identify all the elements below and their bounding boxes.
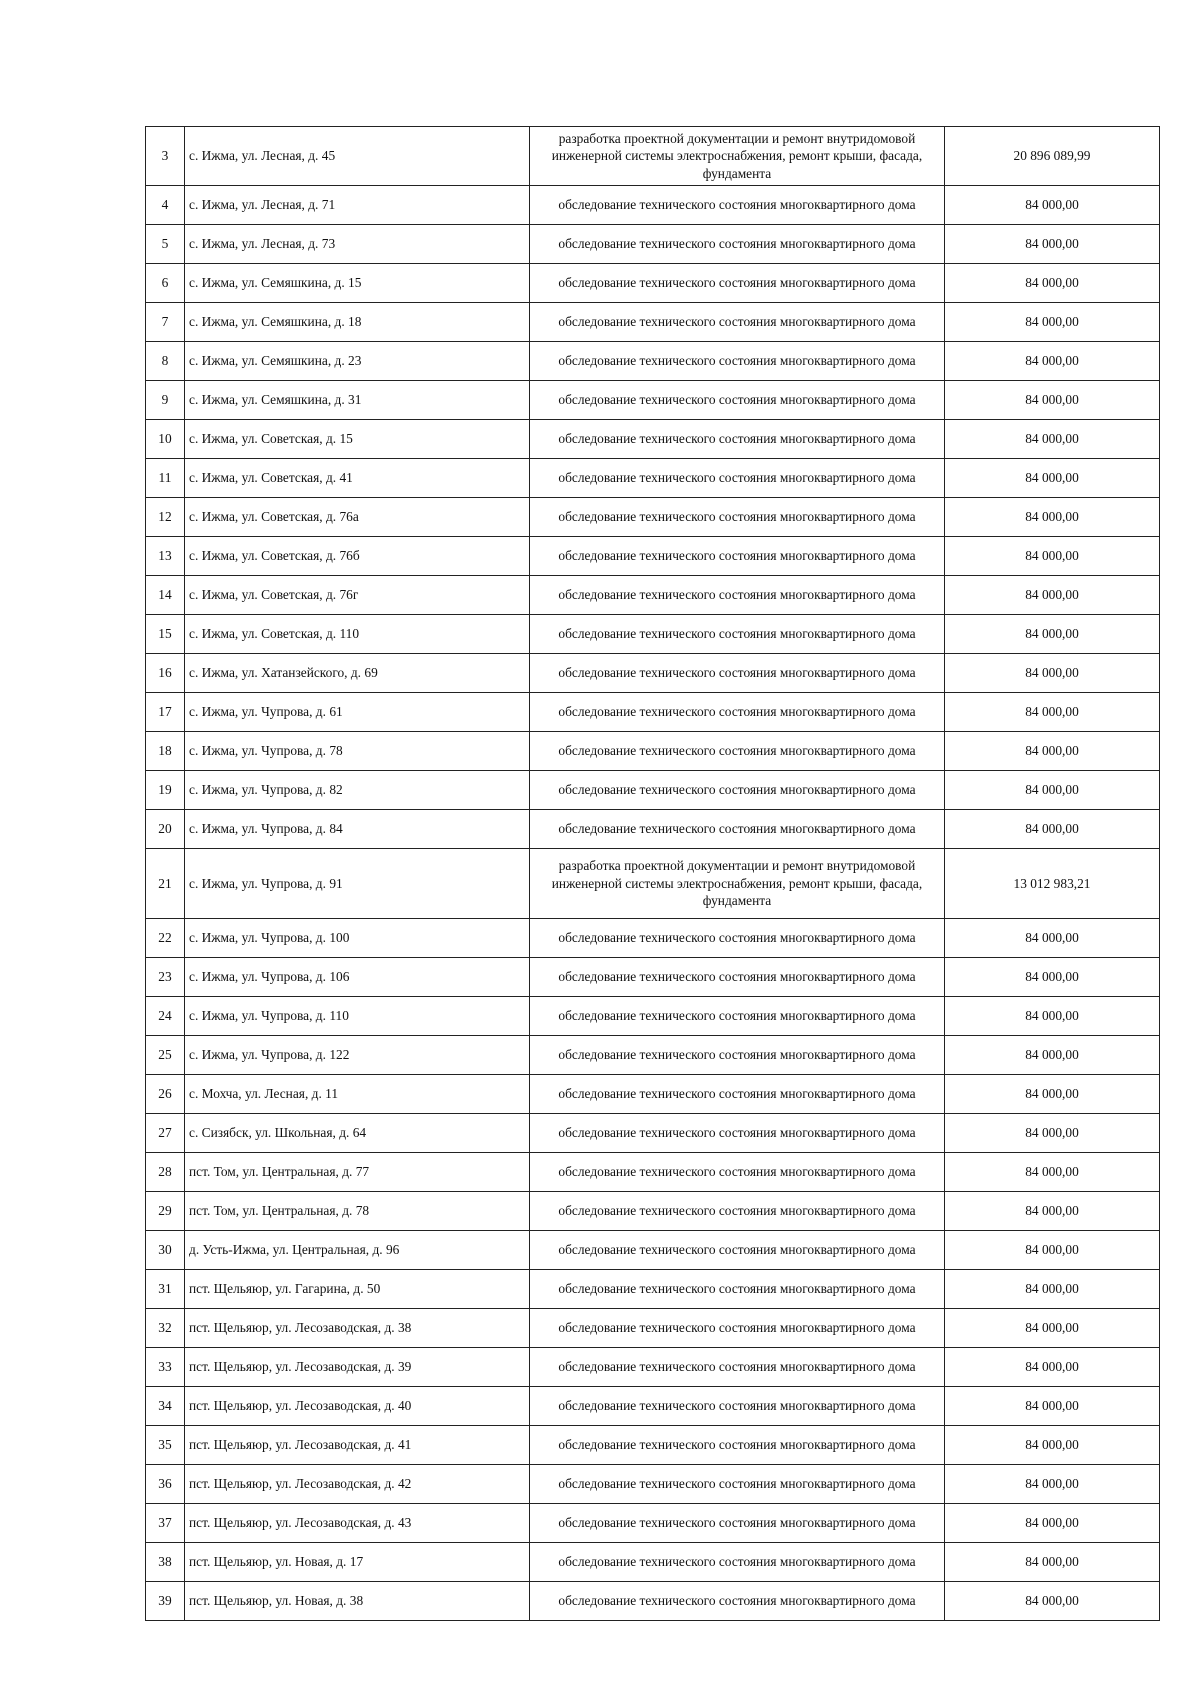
row-cost: 84 000,00 [945, 576, 1160, 615]
row-work-type: разработка проектной документации и ремонт внутридомовой инженерной системы электроснабжения, ремонт крыши, фасада, фундамента [530, 849, 945, 919]
table-row [146, 1114, 1160, 1153]
row-number: 21 [146, 849, 185, 919]
row-address: с. Ижма, ул. Лесная, д. 71 [185, 186, 530, 225]
row-address: пст. Щельяюр, ул. Новая, д. 38 [185, 1582, 530, 1621]
row-address: с. Ижма, ул. Советская, д. 110 [185, 615, 530, 654]
table-row [146, 1309, 1160, 1348]
row-number: 9 [146, 381, 185, 420]
row-number: 4 [146, 186, 185, 225]
row-address: с. Ижма, ул. Лесная, д. 45 [185, 127, 530, 186]
row-cost: 84 000,00 [945, 459, 1160, 498]
row-cost: 84 000,00 [945, 498, 1160, 537]
row-address: д. Усть-Ижма, ул. Центральная, д. 96 [185, 1231, 530, 1270]
row-work-type: обследование технического состояния многоквартирного дома [530, 693, 945, 732]
row-work-type: обследование технического состояния многоквартирного дома [530, 1231, 945, 1270]
row-address: с. Ижма, ул. Чупрова, д. 61 [185, 693, 530, 732]
row-work-type: обследование технического состояния многоквартирного дома [530, 771, 945, 810]
row-number: 26 [146, 1075, 185, 1114]
row-cost: 84 000,00 [945, 1114, 1160, 1153]
table-row [146, 420, 1160, 459]
table-row [146, 1036, 1160, 1075]
row-cost: 20 896 089,99 [945, 127, 1160, 186]
row-cost: 13 012 983,21 [945, 849, 1160, 919]
table-row [146, 654, 1160, 693]
row-cost: 84 000,00 [945, 1504, 1160, 1543]
table-row [146, 1465, 1160, 1504]
row-number: 24 [146, 997, 185, 1036]
row-number: 20 [146, 810, 185, 849]
table-row [146, 576, 1160, 615]
row-address: с. Ижма, ул. Чупрова, д. 106 [185, 958, 530, 997]
row-work-type: обследование технического состояния многоквартирного дома [530, 1036, 945, 1075]
row-cost: 84 000,00 [945, 1582, 1160, 1621]
row-number: 3 [146, 127, 185, 186]
row-cost: 84 000,00 [945, 1270, 1160, 1309]
row-address: с. Ижма, ул. Чупрова, д. 84 [185, 810, 530, 849]
row-number: 17 [146, 693, 185, 732]
table-row [146, 1543, 1160, 1582]
row-address: пст. Щельяюр, ул. Лесозаводская, д. 39 [185, 1348, 530, 1387]
row-number: 33 [146, 1348, 185, 1387]
row-work-type: обследование технического состояния многоквартирного дома [530, 810, 945, 849]
row-number: 32 [146, 1309, 185, 1348]
row-number: 23 [146, 958, 185, 997]
table-row [146, 381, 1160, 420]
row-cost: 84 000,00 [945, 225, 1160, 264]
row-cost: 84 000,00 [945, 303, 1160, 342]
row-number: 5 [146, 225, 185, 264]
row-address: пст. Щельяюр, ул. Лесозаводская, д. 41 [185, 1426, 530, 1465]
table-row [146, 919, 1160, 958]
table-row [146, 303, 1160, 342]
row-work-type: обследование технического состояния многоквартирного дома [530, 1114, 945, 1153]
row-number: 6 [146, 264, 185, 303]
table-row [146, 1582, 1160, 1621]
row-work-type: разработка проектной документации и ремонт внутридомовой инженерной системы электроснабжения, ремонт крыши, фасада, фундамента [530, 127, 945, 186]
row-address: с. Ижма, ул. Чупрова, д. 82 [185, 771, 530, 810]
row-work-type: обследование технического состояния многоквартирного дома [530, 342, 945, 381]
row-work-type: обследование технического состояния многоквартирного дома [530, 1465, 945, 1504]
row-address: с. Ижма, ул. Семяшкина, д. 15 [185, 264, 530, 303]
row-work-type: обследование технического состояния многоквартирного дома [530, 732, 945, 771]
row-address: с. Ижма, ул. Советская, д. 15 [185, 420, 530, 459]
row-work-type: обследование технического состояния многоквартирного дома [530, 1153, 945, 1192]
row-number: 34 [146, 1387, 185, 1426]
row-number: 18 [146, 732, 185, 771]
row-cost: 84 000,00 [945, 1192, 1160, 1231]
row-number: 13 [146, 537, 185, 576]
repair-program-table [145, 126, 1160, 1621]
row-work-type: обследование технического состояния многоквартирного дома [530, 1075, 945, 1114]
row-cost: 84 000,00 [945, 342, 1160, 381]
row-work-type: обследование технического состояния многоквартирного дома [530, 225, 945, 264]
table-row [146, 849, 1160, 919]
row-number: 12 [146, 498, 185, 537]
table-row [146, 615, 1160, 654]
table-row [146, 225, 1160, 264]
row-number: 14 [146, 576, 185, 615]
row-address: пст. Щельяюр, ул. Новая, д. 17 [185, 1543, 530, 1582]
row-cost: 84 000,00 [945, 810, 1160, 849]
row-work-type: обследование технического состояния многоквартирного дома [530, 1504, 945, 1543]
row-number: 36 [146, 1465, 185, 1504]
row-cost: 84 000,00 [945, 264, 1160, 303]
table-row [146, 1192, 1160, 1231]
row-cost: 84 000,00 [945, 919, 1160, 958]
row-address: пст. Щельяюр, ул. Лесозаводская, д. 43 [185, 1504, 530, 1543]
table-row [146, 459, 1160, 498]
row-number: 16 [146, 654, 185, 693]
row-cost: 84 000,00 [945, 1036, 1160, 1075]
row-work-type: обследование технического состояния многоквартирного дома [530, 615, 945, 654]
row-address: с. Сизябск, ул. Школьная, д. 64 [185, 1114, 530, 1153]
row-cost: 84 000,00 [945, 1153, 1160, 1192]
row-cost: 84 000,00 [945, 1348, 1160, 1387]
row-cost: 84 000,00 [945, 1543, 1160, 1582]
table-row [146, 1270, 1160, 1309]
row-work-type: обследование технического состояния многоквартирного дома [530, 958, 945, 997]
row-number: 29 [146, 1192, 185, 1231]
table-row [146, 127, 1160, 186]
table-row [146, 997, 1160, 1036]
row-address: с. Ижма, ул. Семяшкина, д. 18 [185, 303, 530, 342]
row-address: с. Мохча, ул. Лесная, д. 11 [185, 1075, 530, 1114]
row-work-type: обследование технического состояния многоквартирного дома [530, 381, 945, 420]
table-row [146, 1231, 1160, 1270]
row-number: 10 [146, 420, 185, 459]
row-number: 25 [146, 1036, 185, 1075]
row-address: с. Ижма, ул. Советская, д. 41 [185, 459, 530, 498]
row-address: пст. Том, ул. Центральная, д. 77 [185, 1153, 530, 1192]
row-address: с. Ижма, ул. Чупрова, д. 78 [185, 732, 530, 771]
row-number: 11 [146, 459, 185, 498]
row-cost: 84 000,00 [945, 997, 1160, 1036]
row-work-type: обследование технического состояния многоквартирного дома [530, 459, 945, 498]
row-address: с. Ижма, ул. Семяшкина, д. 23 [185, 342, 530, 381]
table-row [146, 342, 1160, 381]
row-work-type: обследование технического состояния многоквартирного дома [530, 654, 945, 693]
table-row [146, 810, 1160, 849]
table-row [146, 732, 1160, 771]
table-row [146, 693, 1160, 732]
row-work-type: обследование технического состояния многоквартирного дома [530, 1309, 945, 1348]
row-address: с. Ижма, ул. Чупрова, д. 110 [185, 997, 530, 1036]
row-number: 15 [146, 615, 185, 654]
row-address: пст. Щельяюр, ул. Лесозаводская, д. 38 [185, 1309, 530, 1348]
row-address: с. Ижма, ул. Чупрова, д. 100 [185, 919, 530, 958]
row-address: с. Ижма, ул. Лесная, д. 73 [185, 225, 530, 264]
row-address: пст. Том, ул. Центральная, д. 78 [185, 1192, 530, 1231]
row-work-type: обследование технического состояния многоквартирного дома [530, 186, 945, 225]
row-address: с. Ижма, ул. Хатанзейского, д. 69 [185, 654, 530, 693]
table-row [146, 1426, 1160, 1465]
row-work-type: обследование технического состояния многоквартирного дома [530, 1582, 945, 1621]
row-address: пст. Щельяюр, ул. Гагарина, д. 50 [185, 1270, 530, 1309]
row-number: 7 [146, 303, 185, 342]
row-cost: 84 000,00 [945, 1387, 1160, 1426]
row-number: 30 [146, 1231, 185, 1270]
row-cost: 84 000,00 [945, 654, 1160, 693]
row-work-type: обследование технического состояния многоквартирного дома [530, 576, 945, 615]
row-cost: 84 000,00 [945, 381, 1160, 420]
row-cost: 84 000,00 [945, 693, 1160, 732]
table-row [146, 498, 1160, 537]
row-number: 27 [146, 1114, 185, 1153]
row-work-type: обследование технического состояния многоквартирного дома [530, 1387, 945, 1426]
row-address: с. Ижма, ул. Семяшкина, д. 31 [185, 381, 530, 420]
row-cost: 84 000,00 [945, 537, 1160, 576]
row-work-type: обследование технического состояния многоквартирного дома [530, 1192, 945, 1231]
row-cost: 84 000,00 [945, 615, 1160, 654]
row-number: 8 [146, 342, 185, 381]
table-row [146, 1075, 1160, 1114]
row-number: 31 [146, 1270, 185, 1309]
row-number: 28 [146, 1153, 185, 1192]
row-address: с. Ижма, ул. Советская, д. 76а [185, 498, 530, 537]
row-number: 19 [146, 771, 185, 810]
row-number: 38 [146, 1543, 185, 1582]
row-work-type: обследование технического состояния многоквартирного дома [530, 919, 945, 958]
row-work-type: обследование технического состояния многоквартирного дома [530, 498, 945, 537]
row-cost: 84 000,00 [945, 1231, 1160, 1270]
row-address: пст. Щельяюр, ул. Лесозаводская, д. 42 [185, 1465, 530, 1504]
row-work-type: обследование технического состояния многоквартирного дома [530, 1543, 945, 1582]
row-work-type: обследование технического состояния многоквартирного дома [530, 264, 945, 303]
row-work-type: обследование технического состояния многоквартирного дома [530, 537, 945, 576]
table-row [146, 1348, 1160, 1387]
row-address: с. Ижма, ул. Советская, д. 76г [185, 576, 530, 615]
row-address: с. Ижма, ул. Чупрова, д. 91 [185, 849, 530, 919]
row-work-type: обследование технического состояния многоквартирного дома [530, 997, 945, 1036]
row-cost: 84 000,00 [945, 1309, 1160, 1348]
table-row [146, 264, 1160, 303]
table-row [146, 1504, 1160, 1543]
table-row [146, 537, 1160, 576]
row-cost: 84 000,00 [945, 1465, 1160, 1504]
table-row [146, 771, 1160, 810]
row-cost: 84 000,00 [945, 958, 1160, 997]
row-work-type: обследование технического состояния многоквартирного дома [530, 1270, 945, 1309]
row-cost: 84 000,00 [945, 771, 1160, 810]
row-work-type: обследование технического состояния многоквартирного дома [530, 1426, 945, 1465]
row-number: 37 [146, 1504, 185, 1543]
table-row [146, 1153, 1160, 1192]
table-row [146, 186, 1160, 225]
row-cost: 84 000,00 [945, 1075, 1160, 1114]
row-address: с. Ижма, ул. Советская, д. 76б [185, 537, 530, 576]
row-address: с. Ижма, ул. Чупрова, д. 122 [185, 1036, 530, 1075]
table-body [146, 127, 1160, 1621]
table-row [146, 1387, 1160, 1426]
row-work-type: обследование технического состояния многоквартирного дома [530, 1348, 945, 1387]
row-cost: 84 000,00 [945, 1426, 1160, 1465]
row-cost: 84 000,00 [945, 420, 1160, 459]
row-number: 22 [146, 919, 185, 958]
table-row [146, 958, 1160, 997]
row-cost: 84 000,00 [945, 732, 1160, 771]
row-number: 39 [146, 1582, 185, 1621]
row-address: пст. Щельяюр, ул. Лесозаводская, д. 40 [185, 1387, 530, 1426]
row-work-type: обследование технического состояния многоквартирного дома [530, 303, 945, 342]
row-number: 35 [146, 1426, 185, 1465]
row-cost: 84 000,00 [945, 186, 1160, 225]
row-work-type: обследование технического состояния многоквартирного дома [530, 420, 945, 459]
